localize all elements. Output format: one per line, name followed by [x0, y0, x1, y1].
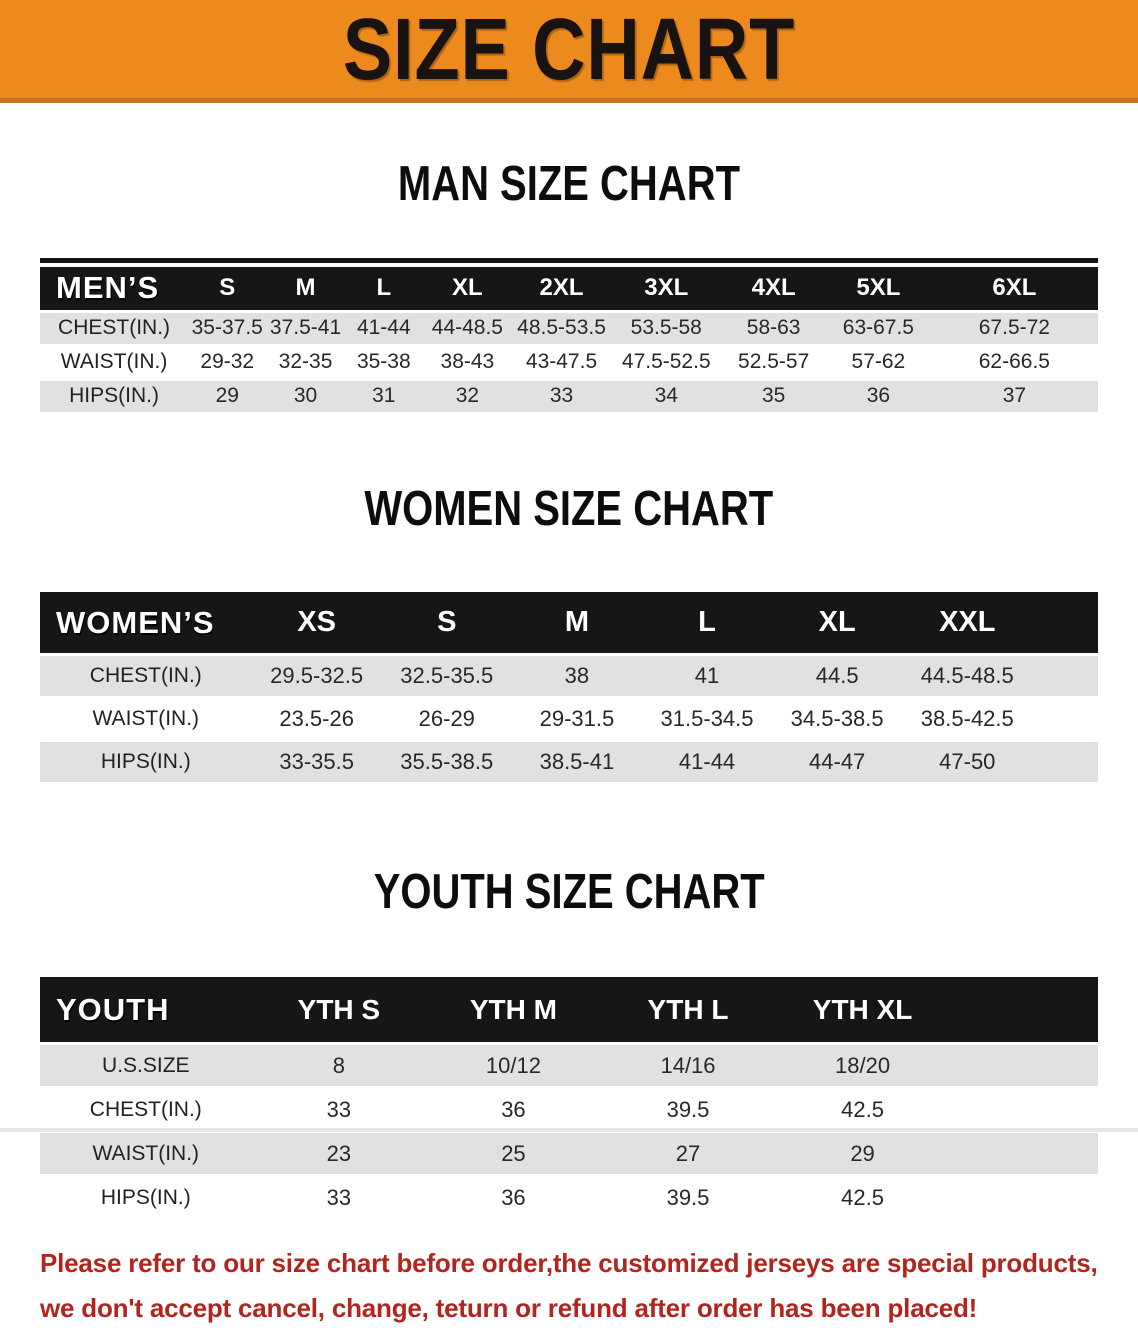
men-table-top-rule [40, 258, 1098, 263]
table-corner-label: MEN’S [56, 270, 160, 306]
size-column-header: L [698, 606, 716, 639]
size-value: 67.5-72 [978, 316, 1050, 340]
row-label: HIPS(IN.) [100, 1185, 191, 1209]
size-value: 43-47.5 [525, 350, 598, 374]
women-section [0, 451, 1138, 570]
size-column-header: YTH XL [812, 993, 913, 1025]
size-value: 18/20 [835, 1052, 891, 1078]
row-filler [950, 1133, 1098, 1174]
table-row [40, 742, 1098, 782]
header-filler [1032, 592, 1098, 653]
banner [0, 0, 1138, 103]
table-row [40, 699, 1098, 739]
size-value: 32.5-35.5 [400, 663, 494, 689]
size-value: 37 [1002, 384, 1027, 408]
size-value: 27 [675, 1140, 701, 1166]
size-value: 63-67.5 [842, 316, 914, 340]
size-value: 39.5 [666, 1184, 710, 1210]
row-filler [1032, 656, 1098, 696]
size-value: 8 [332, 1052, 345, 1078]
size-column-header: YTH L [647, 993, 729, 1025]
size-value: 29.5-32.5 [270, 663, 364, 689]
size-column-header: XL [818, 606, 856, 639]
row-filler [950, 1177, 1098, 1218]
size-value: 44-48.5 [431, 316, 503, 340]
size-table-header-row [40, 267, 1098, 310]
row-label: U.S.SIZE [102, 1053, 190, 1077]
size-value: 44-47 [809, 749, 866, 775]
size-column-header: M [564, 606, 589, 639]
size-value: 47-50 [939, 749, 996, 775]
men-chart-heading: MAN SIZE CHART [397, 155, 741, 212]
size-value: 44.5 [815, 663, 859, 689]
table-corner-label: YOUTH [56, 991, 170, 1027]
size-value: 25 [501, 1140, 526, 1166]
size-value: 47.5-52.5 [621, 350, 711, 374]
size-column-header: S [219, 274, 236, 302]
size-value: 32-35 [278, 350, 333, 374]
size-table-header-row [40, 977, 1098, 1042]
size-value: 35 [761, 384, 786, 408]
disclaimer [40, 1241, 1108, 1330]
size-value: 38.5-42.5 [920, 706, 1014, 732]
size-column-header: M [295, 274, 316, 302]
size-value: 58-63 [746, 316, 801, 340]
size-value: 35-37.5 [191, 316, 263, 340]
size-value: 33 [326, 1096, 352, 1122]
disclaimer-line-2: we don't accept cancel, change, teturn or refund after order has been placed! [40, 1292, 978, 1323]
size-value: 29 [850, 1140, 875, 1166]
table-row [40, 1089, 1098, 1130]
size-value: 52.5-57 [738, 350, 810, 374]
size-value: 41-44 [356, 316, 411, 340]
size-column-header: 6XL [992, 274, 1037, 302]
size-value: 39.5 [666, 1096, 710, 1122]
size-value: 41 [694, 663, 720, 689]
size-column-header: 3XL [644, 274, 689, 302]
size-column-header: 2XL [539, 274, 584, 302]
size-value: 37.5-41 [269, 316, 342, 340]
table-row [40, 313, 1098, 344]
row-label: HIPS(IN.) [100, 750, 191, 774]
table-row [40, 656, 1098, 696]
size-value: 26-29 [418, 706, 475, 732]
women-size-table [40, 589, 1098, 785]
table-row [40, 1045, 1098, 1086]
header-filler [950, 977, 1098, 1042]
size-column-header: 4XL [751, 274, 796, 302]
size-value: 38.5-41 [539, 749, 615, 775]
table-row [40, 1133, 1098, 1174]
row-label: CHEST(IN.) [89, 664, 202, 688]
row-filler [950, 1045, 1098, 1086]
row-filler [1032, 699, 1098, 739]
youth-size-table-zone [40, 974, 1098, 1221]
size-value: 29 [215, 384, 239, 408]
size-value: 34.5-38.5 [790, 706, 884, 732]
size-value: 48.5-53.5 [517, 316, 606, 340]
size-column-header: L [376, 274, 392, 302]
size-value: 31.5-34.5 [660, 706, 754, 732]
youth-chart-heading: YOUTH SIZE CHART [373, 864, 765, 920]
table-row [40, 381, 1098, 412]
table-row [40, 1177, 1098, 1218]
row-filler [1032, 742, 1098, 782]
size-value: 33 [326, 1184, 352, 1210]
size-value: 31 [372, 384, 396, 408]
row-label: WAIST(IN.) [92, 1141, 200, 1165]
row-label: WAIST(IN.) [92, 707, 200, 731]
size-value: 36 [501, 1184, 526, 1210]
size-value: 10/12 [485, 1052, 541, 1078]
size-value: 38-43 [440, 350, 495, 374]
size-value: 23.5-26 [279, 706, 354, 732]
youth-size-table [40, 974, 1098, 1221]
size-value: 32 [455, 384, 480, 408]
size-column-header: XL [452, 274, 483, 302]
size-value: 35-38 [356, 350, 411, 374]
size-value: 57-62 [851, 350, 906, 374]
women-size-table-zone [40, 589, 1098, 785]
size-column-header: 5XL [856, 274, 901, 302]
size-value: 41-44 [678, 749, 736, 775]
size-column-header: YTH S [297, 993, 381, 1025]
size-value: 35.5-38.5 [400, 749, 494, 775]
table-row [40, 347, 1098, 378]
size-column-header: XS [297, 606, 336, 639]
row-label: WAIST(IN.) [60, 350, 168, 374]
women-chart-heading: WOMEN SIZE CHART [364, 481, 774, 537]
row-label: CHEST(IN.) [89, 1097, 202, 1121]
men-size-table [40, 264, 1098, 415]
size-value: 44.5-48.5 [920, 663, 1014, 689]
size-value: 53.5-58 [630, 316, 702, 340]
size-value: 34 [654, 384, 678, 408]
size-column-header: S [437, 606, 457, 639]
table-corner-label: WOMEN’S [56, 604, 215, 640]
row-filler [950, 1089, 1098, 1130]
size-table-header-row [40, 592, 1098, 653]
size-value: 29-32 [200, 350, 255, 374]
page-title: SIZE CHART [342, 0, 796, 98]
bottom-edge-line [0, 1128, 1138, 1132]
size-column-header: YTH M [469, 993, 557, 1025]
youth-section [0, 833, 1138, 952]
men-section [0, 125, 1138, 244]
size-value: 23 [326, 1140, 352, 1166]
size-value: 29-31.5 [539, 706, 615, 732]
size-value: 42.5 [841, 1184, 884, 1210]
men-size-table-zone [40, 258, 1098, 415]
size-column-header: XXL [939, 606, 996, 639]
size-value: 62-66.5 [978, 350, 1050, 374]
size-value: 33 [549, 384, 574, 408]
size-value: 38 [564, 663, 590, 689]
size-value: 14/16 [660, 1052, 716, 1078]
size-value: 36 [501, 1096, 526, 1122]
row-label: HIPS(IN.) [69, 384, 159, 408]
size-value: 33-35.5 [279, 749, 354, 775]
disclaimer-line-1: Please refer to our size chart before order,the customized jerseys are special products, [40, 1248, 1098, 1279]
size-value: 42.5 [841, 1096, 884, 1122]
row-label: CHEST(IN.) [58, 316, 171, 340]
size-value: 30 [293, 384, 318, 408]
size-value: 36 [866, 384, 891, 408]
